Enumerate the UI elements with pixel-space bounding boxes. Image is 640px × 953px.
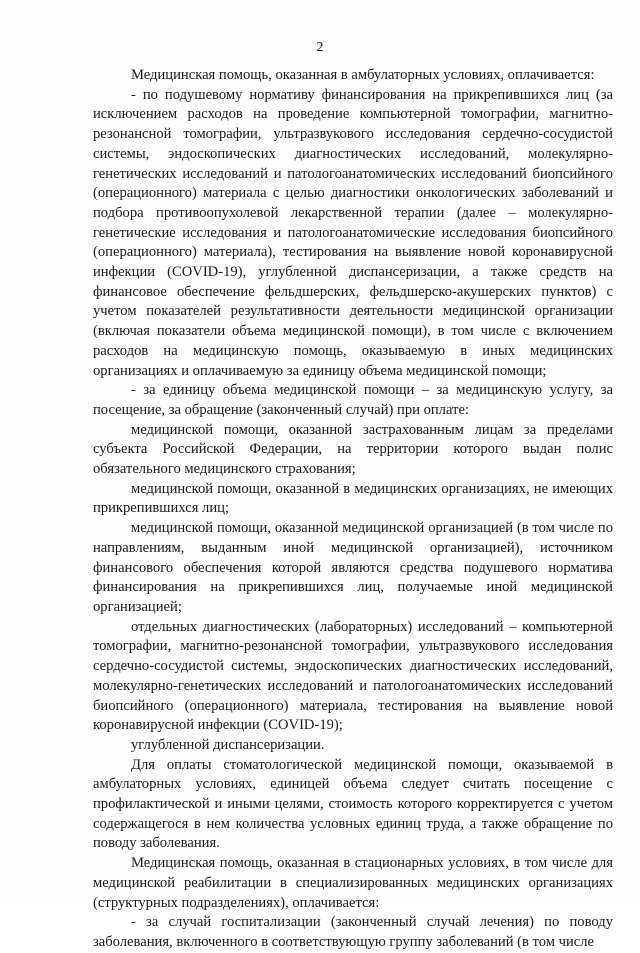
paragraph: - за единицу объема медицинской помощи – за медицинскую услугу, за посещение, за обращение (законченный случай) при оплате: xyxy=(93,382,613,418)
document-body xyxy=(93,66,613,953)
paragraph: медицинской помощи, оказанной медицинской организацией (в том числе по направлениям, выданным иной медицинской организацией), источником финансового обеспечения которой являются средства подушевого норматива финансирования на прикрепившихся лиц, получаемые иной медицинской организацией; xyxy=(93,520,613,615)
paragraph: Медицинская помощь, оказанная в амбулаторных условиях, оплачивается: xyxy=(131,67,595,83)
paragraph: - за случай госпитализации (законченный случай лечения) по поводу заболевания, включенного в соответствующую группу заболеваний (в том числе xyxy=(93,914,613,950)
paragraph: медицинской помощи, оказанной в медицинских организациях, не имеющих прикрепившихся лиц; xyxy=(93,480,613,517)
page-number: 2 xyxy=(316,40,324,55)
paragraph: Медицинская помощь, оказанная в стационарных условиях, в том числе для медицинской реабилитации в специализированных медицинских организациях (структурных подразделениях), оплачивается: xyxy=(93,855,613,911)
paragraph: медицинской помощи, оказанной застрахованным лицам за пределами субъекта Российской Федерации, на территории которого выдан полис обязательного медицинского страхования; xyxy=(93,421,613,478)
paragraph: Для оплаты стоматологической медицинской помощи, оказываемой в амбулаторных условиях, единицей объема следует считать посещение с профилактической и иными целями, стоимость которого корректируется с учетом содержащегося в нем количества условных единиц труда, а также обращение по поводу заболевания. xyxy=(93,756,613,852)
paragraph: - по подушевому нормативу финансирования на прикрепившихся лиц (за исключением расходов на проведение компьютерной томографии, магнитно-резонансной томографии, ультразвукового исследования сердечно-сосудистой системы, эндоскопических диагностических исследований, молекулярно-генетических исследований и патологоанатомических исследований биопсийного (операционного) материала с целью диагностики онкологических заболеваний и подбора противоопухолевой лекарственной терапии (далее – молекулярно-генетические исследования и патологоанатомические исследования биопсийного (операционного) материала), тестирования на выявление новой коронавирусной инфекции (COVID-19), углубленной диспансеризации, а также средств на финансовое обеспечение фельдшерских, фельдшерско-акушерских пунктов) с учетом показателей результативности деятельности медицинской организации (включая показатели объема медицинской помощи), в том числе с включением расходов на медицинскую помощь, оказываемую в иных медицинских организациях и оплачиваемую за единицу объема медицинской помощи; xyxy=(93,86,613,379)
paragraph: углубленной диспансеризации. xyxy=(131,736,325,753)
paragraph: отдельных диагностических (лабораторных) исследований – компьютерной томографии, магнитно-резонансной томографии, ультразвукового исследования сердечно-сосудистой системы, эндоскопических диагностических исследований, молекулярно-генетических исследований и патологоанатомических исследований биопсийного (операционного) материала, тестирования на выявление новой коронавирусной инфекции (COVID-19); xyxy=(93,618,613,734)
